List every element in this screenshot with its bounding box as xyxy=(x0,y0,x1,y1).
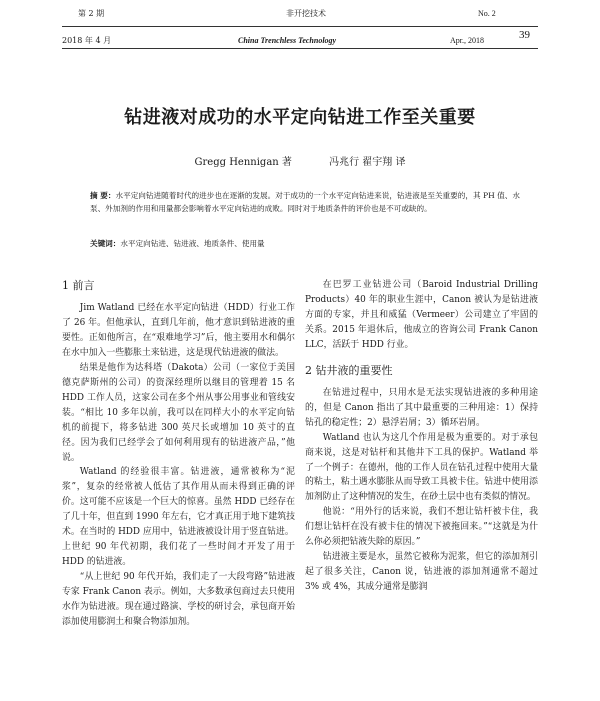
header-issue-en: No. 2 xyxy=(478,9,496,18)
article-title: 钻进液对成功的水平定向钻进工作至关重要 xyxy=(124,107,476,128)
keywords-text: 水平定向钻进、钻进液、地质条件、使用量 xyxy=(120,239,265,248)
paragraph: 钻进液主要是水，虽然它被称为泥浆，但它的添加剂引起了很多关注，Canon 说，钻进液的添加剂通常不超过 3% 或 4%，其成分通常是膨润 xyxy=(305,552,538,593)
paragraph: 结果是他作为达科塔（Dakota）公司（一家位于美国德克萨斯州的公司）的资深经理所以继目的管理着 15 名 HDD 工作人员，这家公司在多个州从事公用事业和管线安装。“相比 10 多年以前，我可以在同样大小的水平定向钻机的前提下，将多钻进 300 英尺长或增加 10 英寸的直径。因为我们已经学会了如何利用现有的钻进液产品，”他说。 xyxy=(62,362,295,463)
page-number: 39 xyxy=(519,29,530,41)
paragraph: 上世纪 90 年代初期，我们花了一些时间才开发了用于 HDD 的钻进液。 xyxy=(62,542,295,568)
right-column xyxy=(305,278,538,595)
header-date: 2018 年 4 月 xyxy=(62,36,112,45)
paragraph: 他说：“用外行的话来说，我们不想让钻杆被卡住，我们想让钻杆在没有被卡住的情况下被拖回来。”“这就是为什么你必须把钻液失除的原因。” xyxy=(305,507,538,548)
paragraph: Jim Watland 已经在水平定向钻进（HDD）行业工作了 26 年。但他承认，直到几年前，他才意识到钻进液的重要性。正如他所言，在“艰难地学习”后，他主要用水和偶尔在水中加入一些膨胀土来钻进，这是现代钻进液的做法。 xyxy=(62,303,295,358)
paragraph: 在钻进过程中，只用水是无法实现钻进液的多种用途的，但是 Canon 指出了其中最重要的三种用途：1）保持钻孔的稳定性；2）悬浮岩屑；3）循环岩屑。 xyxy=(305,387,538,428)
paragraph: Watland 也认为这几个作用是极为重要的。对于承包商来说，这是对钻杆和其他井下工具的保护。Watland 举了一个例子：在德州，他的工作人员在钻孔过程中使用大量的粘土，粘土遇水膨胀从而导致工具被卡住。钻进中使用添加剂防止了这种情况的发生，在砂土层中也有类似的情况。 xyxy=(305,432,538,503)
header-date-en: Apr., 2018 xyxy=(450,36,484,45)
header-issue: 第 2 期 xyxy=(78,9,105,18)
byline xyxy=(62,153,538,168)
abstract xyxy=(90,189,520,215)
paragraph: 在巴罗工业钻进公司（Baroid Industrial Drilling Products）40 年的职业生涯中，Canon 被认为是钻进液方面的专家，并且和威猛（Vermeer）公司建立了牢固的关系。2015 年退休后，他成立的咨询公司 Frank Canon LLC，活跃于 HDD 行业。 xyxy=(305,280,538,350)
journal-name-en: China Trenchless Technology xyxy=(238,36,337,45)
header-rule-bottom xyxy=(62,48,538,49)
translators: 冯兆行 翟宇翔 译 xyxy=(329,157,406,168)
section-heading: 2 钻井液的重要性 xyxy=(305,363,393,377)
paragraph: “从上世纪 90 年代开始，我们走了一大段弯路”钻进液专家 Frank Canon 表示。例如，大多数承包商过去只使用水作为钻进液。现在通过路演、学校的研讨会，承包商开始添加使用膨润土和聚合物添加剂。 xyxy=(62,572,295,628)
section-heading: 1 前言 xyxy=(62,279,95,292)
header-rule xyxy=(62,26,538,27)
abstract-text: 水平定向钻进随着时代的进步也在逐渐的发展。对于成功的一个水平定向钻进来说，钻进液是至关重要的，其 PH 值、水泵、外加剂的作用和用量都会影响着水平定向钻进的成败。同时对于地质条件的评价也是不可或缺的。 xyxy=(90,191,520,213)
abstract-label: 摘 要： xyxy=(90,191,116,200)
paragraph: Watland 的经验很丰富。钻进液，通常被称为“泥浆”，复杂的经常被人低估了其作用从而未得到正确的评价。这可能不应该是一个巨大的惊喜。虽然 HDD 已经存在了几十年，但直到 1990 年左右，它才真正用于地下建筑技术。在当时的 HDD 应用中，钻进液被设计用于竖直钻进。 xyxy=(62,467,295,538)
keywords-label: 关键词： xyxy=(90,239,121,248)
journal-name-cn: 非开挖技术 xyxy=(286,9,326,18)
keywords xyxy=(90,238,520,249)
author: Gregg Hennigan 著 xyxy=(194,157,292,168)
left-column xyxy=(62,278,295,630)
